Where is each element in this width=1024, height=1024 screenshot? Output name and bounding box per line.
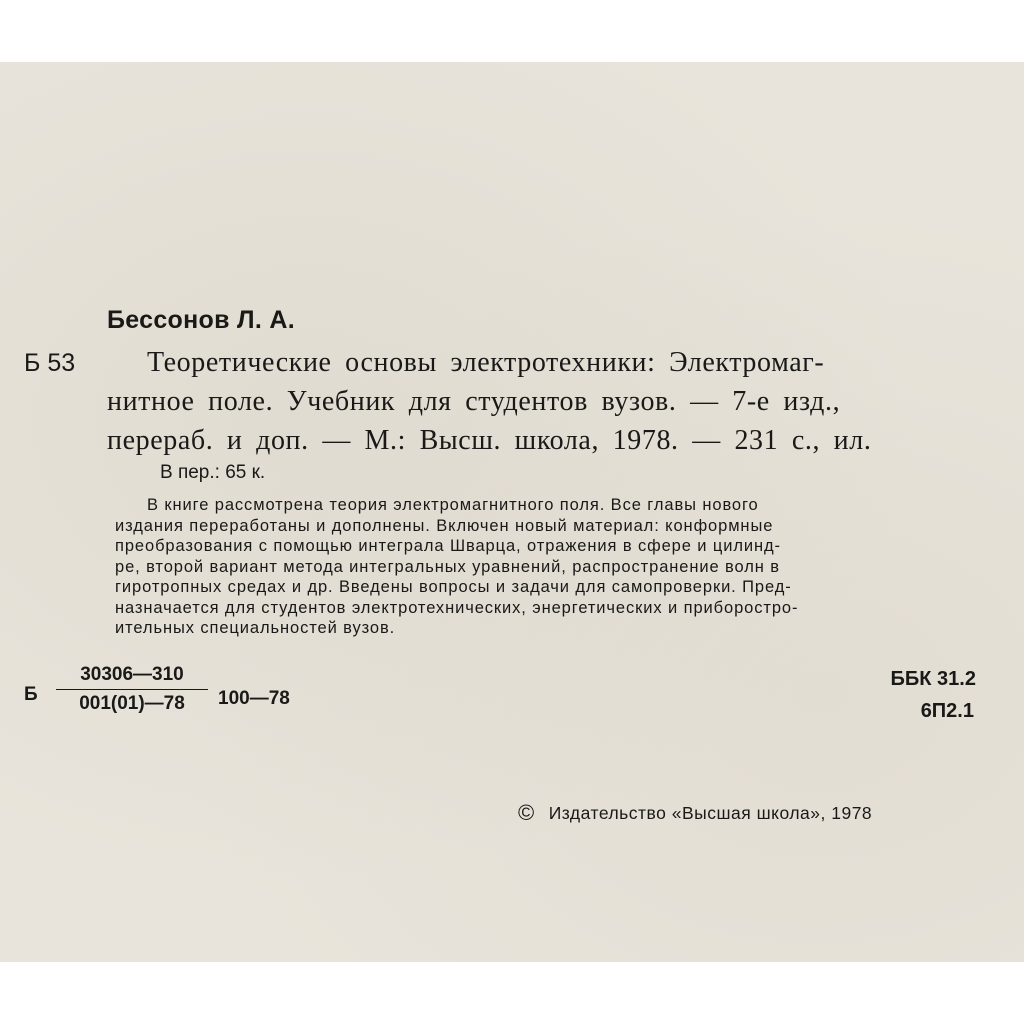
index-denominator: 001(01)—78	[79, 693, 185, 714]
abstract-line: ительных специальностей вузов.	[115, 619, 396, 637]
copyright-icon: ©	[518, 800, 535, 825]
index-numerator: 30306—310	[56, 664, 208, 690]
index-fraction	[56, 664, 208, 715]
abstract-line: гиротропных средах и др. Введены вопросы и задачи для самопроверки. Пред-	[115, 578, 792, 596]
abstract-line: издания переработаны и дополнены. Включен новый материал: конформные	[115, 516, 774, 535]
abstract-line: преобразования с помощью интеграла Шварца, отражения в сфере и цилинд-	[115, 537, 781, 555]
index-suffix: 100—78	[218, 688, 290, 709]
price-note: В пер.: 65 к.	[160, 462, 266, 483]
index-letter: Б	[24, 684, 38, 705]
copyright-line	[518, 800, 872, 826]
book-title-line-2: нитное поле. Учебник для студентов вузов. — 7-е изд.,	[107, 386, 841, 417]
abstract-line: назначается для студентов электротехнических, энергетических и приборостро-	[115, 598, 799, 617]
book-title-line-3: перераб. и доп. — М.: Высш. школа, 1978. — 231 с., ил.	[107, 425, 872, 456]
abstract-line: В книге рассмотрена теория электромагнитного поля. Все главы нового	[147, 496, 759, 514]
catalog-card-page	[0, 62, 1024, 962]
author-name: Бессонов Л. А.	[107, 306, 295, 334]
copyright-text: Издательство «Высшая школа», 1978	[548, 803, 873, 823]
bbk-code: ББК 31.2	[890, 668, 976, 690]
abstract-line: ре, второй вариант метода интегральных уравнений, распространение волн в	[115, 557, 780, 576]
catalog-code: Б 53	[24, 349, 76, 377]
bbk-subcode: 6П2.1	[920, 700, 974, 722]
abstract-paragraph	[115, 495, 981, 639]
book-title-line-1: Теоретические основы электротехники: Электромаг-	[147, 347, 825, 378]
